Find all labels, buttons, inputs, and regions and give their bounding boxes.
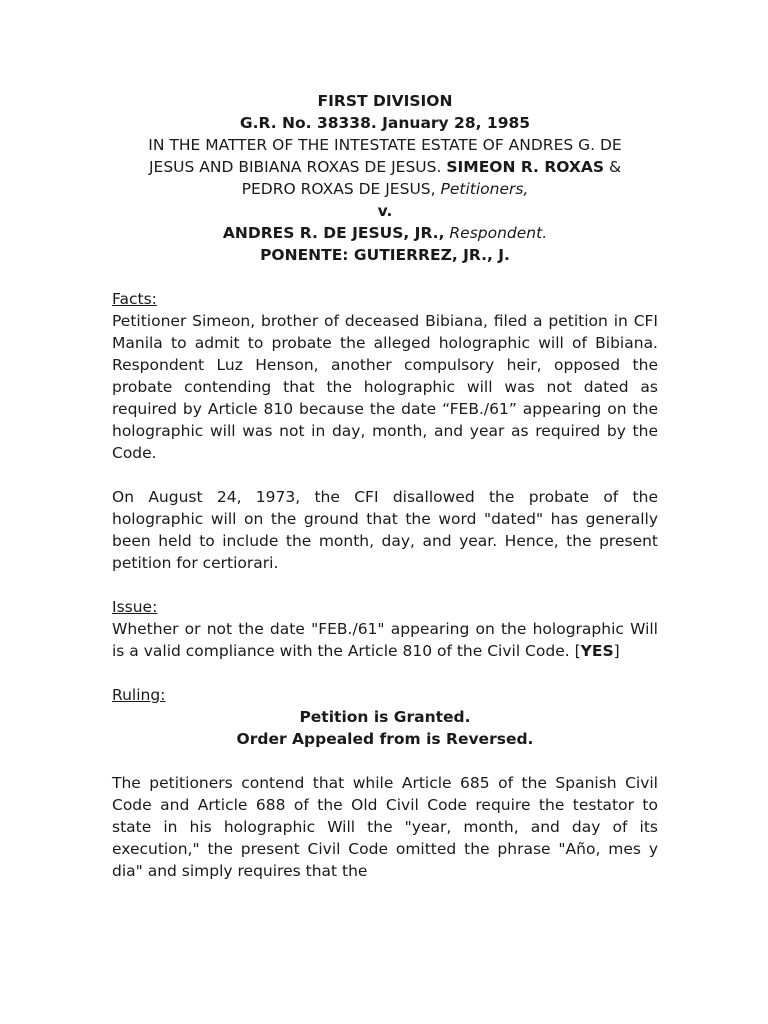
facts-heading: Facts: [112,290,157,308]
petitioners-role: Petitioners, [440,180,529,198]
issue-bracket: ] [613,642,620,660]
facts-paragraph-1: Petitioner Simeon, brother of deceased Bibiana, filed a petition in CFI Manila to admit to probate the alleged holographic will of Bibiana. Respondent Luz Henson, another compulsory heir, opposed the probate contending that the holographic will was not dated as required by Article 810 because the date “FEB./61” appearing on the holographic will was not in day, month, and year as required by the Code. [112,312,658,462]
versus: v. [377,202,393,220]
issue-question: Whether or not the date "FEB./61" appearing on the holographic Will is a valid compliance with the Article 810 of the Civil Code. [ [112,620,658,660]
ponente: PONENTE: GUTIERREZ, JR., J. [260,246,510,264]
respondent-name: ANDRES R. DE JESUS, JR., [222,224,445,242]
case-caption-line-1: IN THE MATTER OF THE INTESTATE ESTATE OF ANDRES G. DE [148,136,622,154]
ruling-line-1: Petition is Granted. [299,708,471,726]
facts-paragraph-2: On August 24, 1973, the CFI disallowed the probate of the holographic will on the ground that the word "dated" has generally been held to include the month, day, and year. Hence, the present petition for certiorari. [112,488,658,572]
ruling-line-2: Order Appealed from is Reversed. [236,730,534,748]
caption-ampersand: & [604,158,622,176]
issue-answer: YES [580,642,614,660]
issue-text [112,618,658,662]
case-number: G.R. No. 38338. January 28, 1985 [239,114,531,132]
caption-text: PEDRO ROXAS DE JESUS, [241,180,441,198]
division-title: FIRST DIVISION [317,92,453,110]
petitioner-name: SIMEON R. ROXAS [446,158,605,176]
issue-heading: Issue: [112,598,158,616]
ruling-heading: Ruling: [112,686,166,704]
respondent-role: Respondent. [444,224,548,242]
case-caption-line-3 [112,178,658,200]
caption-text: JESUS AND BIBIANA ROXAS DE JESUS. [148,158,447,176]
respondent-line [112,222,658,244]
ruling-paragraph-1: The petitioners contend that while Article 685 of the Spanish Civil Code and Article 688 of the Old Civil Code require the testator to state in his holographic Will the "year, month, and day of its execution," the present Civil Code omitted the phrase "Año, mes y dia" and simply requires that the [112,774,658,880]
case-caption-line-2 [112,156,658,178]
